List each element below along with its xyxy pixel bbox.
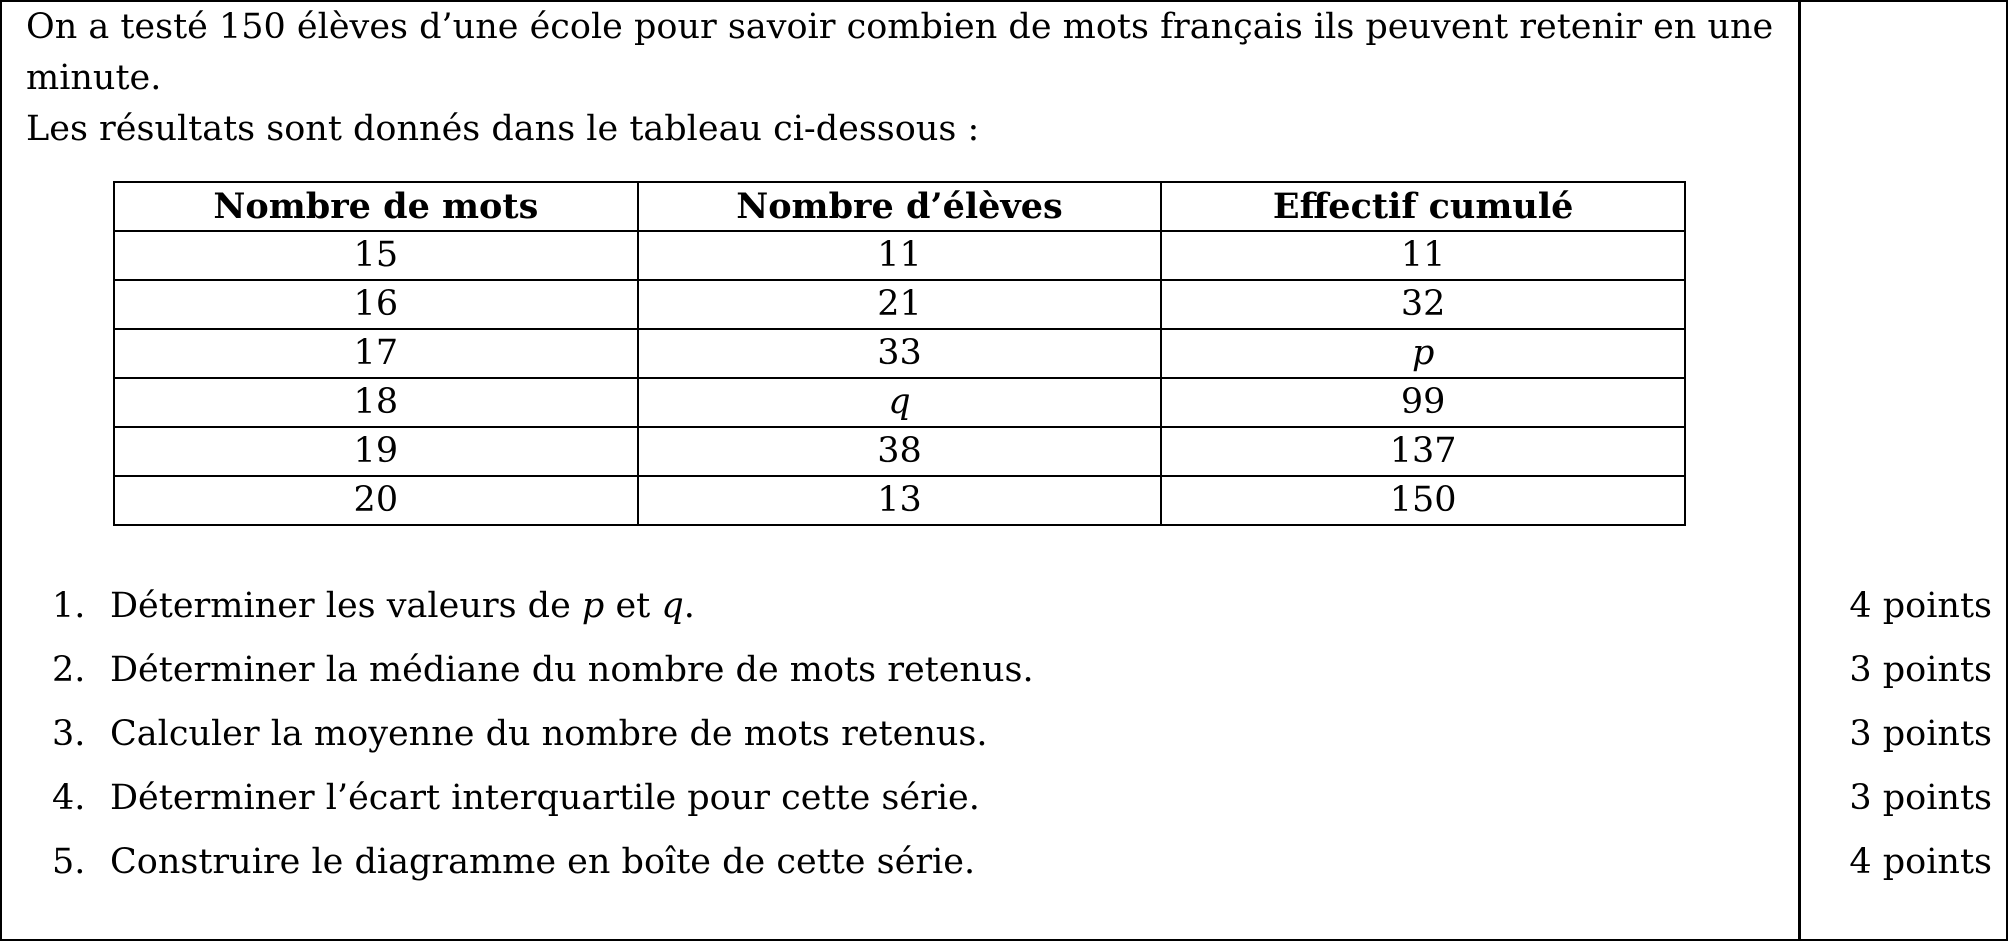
question-text: Construire le diagramme en boîte de cette série. — [110, 842, 976, 882]
table-cell: 17 — [114, 329, 638, 378]
table-cell: 18 — [114, 378, 638, 427]
question-points: 4 points — [1849, 586, 1992, 626]
question-points: 3 points — [1849, 714, 1992, 754]
table-cell: 99 — [1161, 378, 1685, 427]
table-row — [114, 280, 1685, 329]
variable-p: p — [581, 586, 605, 626]
question-text-part: et — [604, 586, 662, 626]
table-cell: 150 — [1161, 476, 1685, 525]
question-number: 1. — [52, 586, 86, 626]
table-cell: 19 — [114, 427, 638, 476]
table-cell: 32 — [1161, 280, 1685, 329]
table-cell-unknown-q: q — [638, 378, 1162, 427]
question-number: 3. — [52, 714, 86, 754]
table-cell: 11 — [638, 231, 1162, 280]
question-number: 4. — [52, 778, 86, 818]
question-number: 2. — [52, 650, 86, 690]
table-row — [114, 476, 1685, 525]
question-item — [0, 830, 2008, 894]
table-row — [114, 427, 1685, 476]
question-points: 4 points — [1849, 842, 1992, 882]
table-cell: 38 — [638, 427, 1162, 476]
header-nombre-de-mots: Nombre de mots — [114, 182, 638, 231]
data-table — [113, 181, 1686, 526]
question-text-part: Déterminer les valeurs de — [110, 586, 582, 626]
table-header-row — [114, 182, 1685, 231]
question-item — [0, 638, 2008, 702]
table-cell: 15 — [114, 231, 638, 280]
exercise-intro — [26, 2, 1786, 155]
intro-table-sentence: Les résultats sont donnés dans le tableau ci-dessous : — [26, 109, 980, 149]
question-text: Déterminer l’écart interquartile pour cette série. — [110, 778, 980, 818]
table-row — [114, 378, 1685, 427]
question-points: 3 points — [1849, 778, 1992, 818]
question-text-part: . — [683, 586, 695, 626]
table-cell: 137 — [1161, 427, 1685, 476]
table-row — [114, 231, 1685, 280]
table-cell-unknown-p: p — [1161, 329, 1685, 378]
table-cell: 13 — [638, 476, 1162, 525]
table-cell: 20 — [114, 476, 638, 525]
table-row — [114, 329, 1685, 378]
question-text: Calculer la moyenne du nombre de mots retenus. — [110, 714, 988, 754]
header-effectif-cumule: Effectif cumulé — [1161, 182, 1685, 231]
header-nombre-eleves: Nombre d’élèves — [638, 182, 1162, 231]
table-cell: 21 — [638, 280, 1162, 329]
question-points: 3 points — [1849, 650, 1992, 690]
question-item — [0, 702, 2008, 766]
variable-q: q — [661, 586, 684, 626]
question-item — [0, 574, 2008, 638]
question-text — [110, 574, 695, 638]
table-cell: 33 — [638, 329, 1162, 378]
table-cell: 11 — [1161, 231, 1685, 280]
intro-paragraph: On a testé 150 élèves d’une école pour savoir combien de mots français ils peuvent retenir en une minute. — [26, 7, 1774, 98]
table-cell: 16 — [114, 280, 638, 329]
question-number: 5. — [52, 842, 86, 882]
question-item — [0, 766, 2008, 830]
question-text: Déterminer la médiane du nombre de mots retenus. — [110, 650, 1034, 690]
